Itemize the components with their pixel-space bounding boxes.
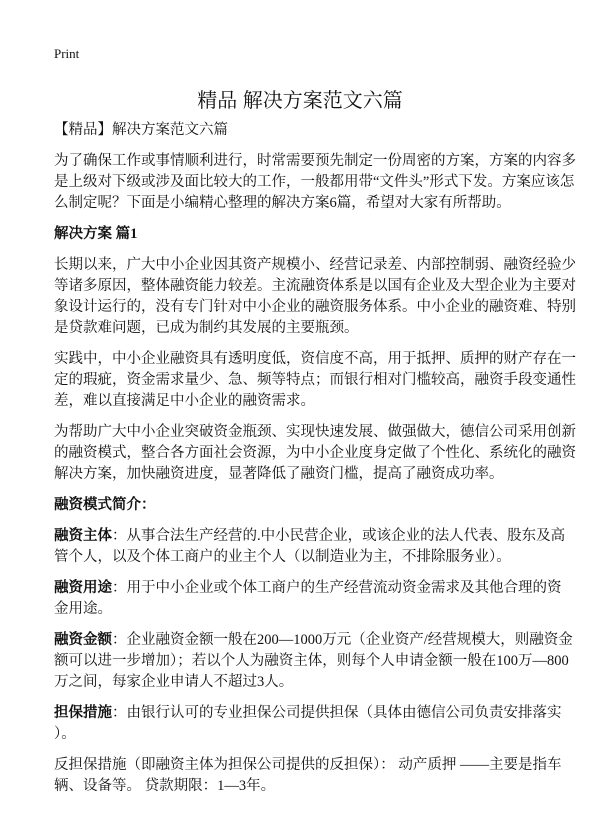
text-line: 实践中，中小企业融资具有透明度低，资信度不高，用于抵押、质押的财产存在一 (54, 351, 576, 367)
amount-item (54, 630, 573, 693)
text-line: 定的瑕疵，资金需求量少、急、频等特点；而银行相对门槛较高，融资手段变通性 (54, 372, 576, 388)
text-line: 万之间，每家企业申请人不超过3人。 (54, 674, 294, 690)
print-link[interactable]: Print (54, 46, 80, 61)
text-line (54, 578, 564, 599)
guarantee-item (54, 703, 564, 745)
paragraph (54, 349, 576, 412)
text-line (54, 703, 564, 724)
text-line: 金用途。 (54, 601, 112, 617)
text-line: 的融资模式，整合各方面社会资源，为中小企业度身定做了个性化、系统化的融资 (54, 445, 576, 461)
item-label: 担保措施 (54, 705, 112, 721)
subject-item (54, 526, 564, 568)
item-label: 融资用途 (54, 580, 112, 596)
paragraph (54, 255, 576, 339)
text-line: 辆、设备等。 贷款期限：1—3年。 (54, 778, 276, 794)
text-line: 等诸多原因，整体融资能力较差。主流融资体系是以国有企业及大型企业为主要对 (54, 278, 576, 294)
text-line: 象设计运行的，没有专门针对中小企业的融资服务体系。中小企业的融资难、特别 (54, 299, 576, 315)
text-line (54, 526, 564, 547)
text-line: 额可以进一步增加）；若以个人为融资主体，则每个人申请金额一般在100万—800 (54, 653, 569, 669)
item-text: ：企业融资金额一般在200—1000万元（企业资产/经营规模大，则融资金 (112, 632, 573, 648)
section-heading: 解决方案 篇1 (54, 226, 138, 242)
subtitle (54, 120, 564, 141)
text-line: 管个人，以及个体工商户的业主个人（以制造业为主，不排除服务业）。 (54, 549, 511, 565)
page-title: 精品 解决方案范文六篇 (197, 90, 403, 112)
text-line: 差，难以直接满足中小企业的融资需求。 (54, 393, 315, 409)
text-line: 反担保措施（即融资主体为担保公司提供的反担保）： 动产质押 ——主要是指车 (54, 757, 562, 773)
item-label: 融资金额 (54, 632, 112, 648)
paragraph (54, 422, 576, 485)
text-line (54, 630, 573, 651)
text-line: ）。 (54, 726, 76, 742)
document-body (54, 120, 576, 807)
text-line: 长期以来，广大中小企业因其资产规模小、经营记录差、内部控制弱、融资经验少 (54, 257, 576, 273)
item-text: ：用于中小企业或个体工商户的生产经营流动资金需求及其他合理的资 (112, 580, 562, 596)
item-text: ：从事合法生产经营的.中小民营企业，或该企业的法人代表、股东及高 (112, 528, 566, 544)
text-line: 是上级对下级或涉及面比较大的工作，一般都用带“文件头”形式下发。方案应该怎 (54, 174, 575, 190)
item-text: ：由银行认可的专业担保公司提供担保（具体由德信公司负责安排落实 (112, 705, 562, 721)
text-line: 为帮助广大中小企业突破资金瓶颈、实现快速发展、做强做大，德信公司采用创新 (54, 424, 576, 440)
usage-item (54, 578, 564, 620)
text-line: 是贷款难问题，已成为制约其发展的主要瓶颈。 (54, 320, 359, 336)
subtitle-text: 【精品】解决方案范文六篇 (54, 122, 228, 138)
mode-heading: 融资模式简介： (54, 497, 156, 513)
intro-paragraph (54, 151, 576, 214)
item-label: 融资主体 (54, 528, 112, 544)
text-line: 为了确保工作或事情顺利进行，时常需要预先制定一份周密的方案，方案的内容多 (54, 153, 576, 169)
text-line: 解决方案，加快融资进度，显著降低了融资门槛，提高了融资成功率。 (54, 466, 504, 482)
text-line: 么制定呢？下面是小编精心整理的解决方案6篇，希望对大家有所帮助。 (54, 195, 511, 211)
counter-guarantee-paragraph (54, 755, 564, 797)
